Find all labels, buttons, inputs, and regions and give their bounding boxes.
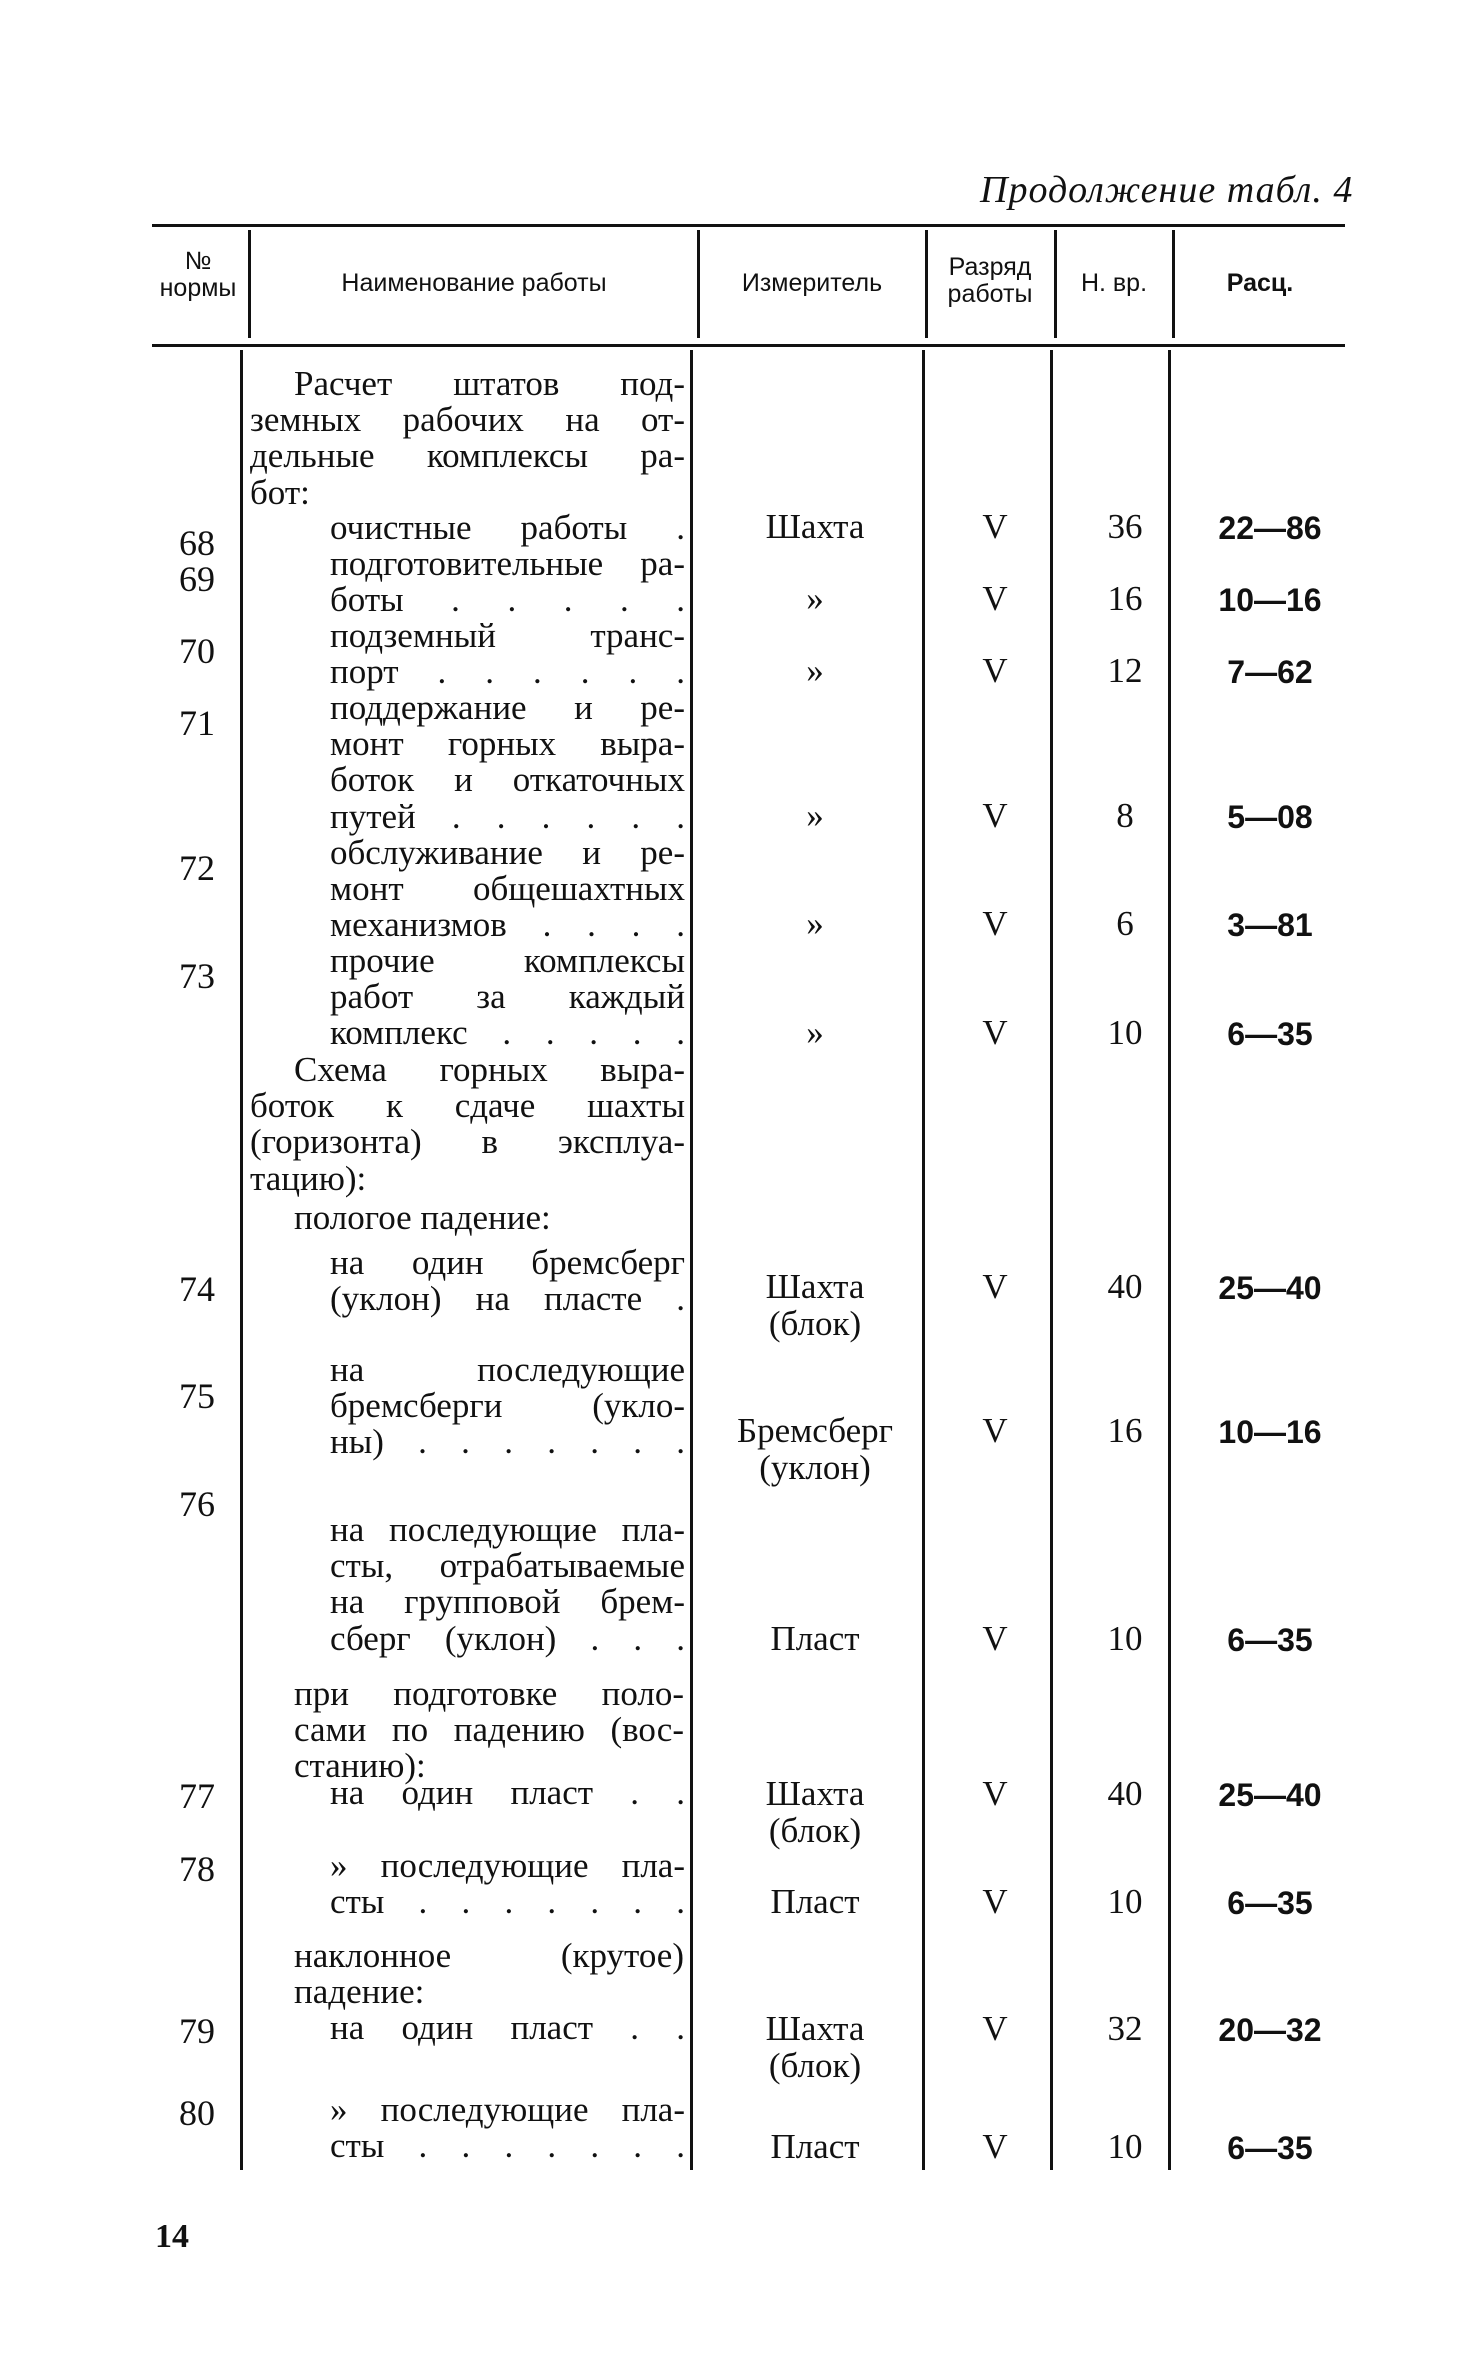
row-unit: Пласт [770,1882,860,1921]
row-unit: » [806,651,824,690]
row-rate: 5—08 [1227,799,1313,835]
header-top-rule [152,224,1345,227]
body-divider [240,350,243,2170]
row-rate: 10—16 [1218,1414,1322,1450]
header-col-num: № нормы [159,247,237,302]
row-norm: 40 [1107,1774,1143,1813]
header-col-name: Наименование работы [341,269,607,297]
page-title: Продолжение табл. 4 [980,169,1354,211]
row-grade: V [982,507,1008,546]
row-num: 72 [179,848,215,888]
row-norm: 10 [1107,1619,1143,1658]
row-rate: 6—35 [1227,1622,1313,1658]
row-num: 74 [179,1269,215,1309]
page-number: 14 [155,2218,189,2255]
row-grade: V [982,2009,1008,2048]
row-unit: Бремсберг (уклон) [737,1411,893,1487]
row-rate: 6—35 [1227,1885,1313,1921]
row-grade: V [982,796,1008,835]
row-num: 70 [179,631,215,671]
header-divider [248,230,251,338]
row-num: 77 [179,1776,215,1816]
row-rate: 20—32 [1218,2012,1322,2048]
row-num: 71 [179,703,215,743]
row-unit: Пласт [770,1619,860,1658]
row-grade: V [982,651,1008,690]
row-unit: Шахта (блок) [765,2009,865,2085]
row-num: 76 [179,1484,215,1524]
row-unit: Шахта (блок) [765,1774,865,1850]
row-unit: » [806,1013,824,1052]
row-name: на последующие бремсберги (укло- ны) . . . . . . . [330,1350,685,1462]
header-col-rate: Расц. [1226,269,1294,297]
row-rate: 25—40 [1218,1270,1322,1306]
row-name: поддержание и ре- монт горных выра- боток и откаточных путей . . . . . . [330,688,685,836]
row-unit: » [806,579,824,618]
row-num: 79 [179,2011,215,2051]
row-rate: 7—62 [1227,654,1313,690]
row-norm: 10 [1107,1882,1143,1921]
row-norm: 32 [1107,2009,1143,2048]
header-col-unit: Измеритель [741,269,883,297]
row-num: 80 [179,2093,215,2133]
row-num: 78 [179,1849,215,1889]
row-grade: V [982,2127,1008,2166]
body-divider [690,350,693,2170]
row-unit: Шахта (блок) [765,1267,865,1343]
row-grade: V [982,1411,1008,1450]
subsection-gentle: пологое падение: [294,1198,551,1237]
row-rate: 22—86 [1218,510,1322,546]
row-norm: 12 [1107,651,1143,690]
row-norm: 16 [1107,579,1143,618]
row-name: на последующие пла- сты, отрабатываемые на групповой брем- сберг (уклон) . . . [330,1510,685,1658]
row-norm: 36 [1107,507,1143,546]
row-name: » последующие пла- сты . . . . . . . [330,2090,685,2166]
row-name: на один пласт . . [330,2008,685,2047]
subsection-strips: при подготовке поло- сами по падению (вос- станию): [294,1674,684,1786]
row-name: подземный транс- порт . . . . . . [330,616,685,692]
row-rate: 3—81 [1227,907,1313,943]
row-norm: 8 [1116,796,1134,835]
row-grade: V [982,579,1008,618]
row-rate: 6—35 [1227,1016,1313,1052]
row-norm: 16 [1107,1411,1143,1450]
row-unit: » [806,904,824,943]
row-grade: V [982,904,1008,943]
section-intro: Расчет штатов под- земных рабочих на от- дельные комплексы ра- бот: [250,364,685,512]
row-name: прочие комплексы работ за каждый комплекс . . . . . [330,941,685,1053]
row-norm: 40 [1107,1267,1143,1306]
row-grade: V [982,1267,1008,1306]
subsection-steep: наклонное (крутое) падение: [294,1936,684,2012]
row-name: подготовительные ра- боты . . . . . [330,544,685,620]
row-grade: V [982,1882,1008,1921]
row-rate: 6—35 [1227,2130,1313,2166]
row-norm: 10 [1107,1013,1143,1052]
row-rate: 25—40 [1218,1777,1322,1813]
header-col-grade: Разряд работы [947,253,1033,308]
row-unit: Шахта [765,507,865,546]
row-num: 69 [179,559,215,599]
row-unit: » [806,796,824,835]
row-name: обслуживание и ре- монт общешахтных механизмов . . . . [330,833,685,945]
row-num: 75 [179,1376,215,1416]
row-rate: 10—16 [1218,582,1322,618]
row-grade: V [982,1619,1008,1658]
row-unit: Пласт [770,2127,860,2166]
row-name: на один пласт . . [330,1773,685,1812]
row-norm: 6 [1116,904,1134,943]
header-bottom-rule [152,344,1345,347]
header-col-norm: Н. вр. [1080,269,1148,297]
row-name: на один бремсберг (уклон) на пласте . [330,1243,685,1319]
row-name: » последующие пла- сты . . . . . . . [330,1846,685,1922]
row-num: 68 [179,523,215,563]
section2-intro: Схема горных выра- боток к сдаче шахты (горизонта) в эксплуа- тацию): [250,1050,685,1198]
row-name: очистные работы . [330,508,685,547]
row-num: 73 [179,956,215,996]
row-grade: V [982,1013,1008,1052]
row-grade: V [982,1774,1008,1813]
row-norm: 10 [1107,2127,1143,2166]
